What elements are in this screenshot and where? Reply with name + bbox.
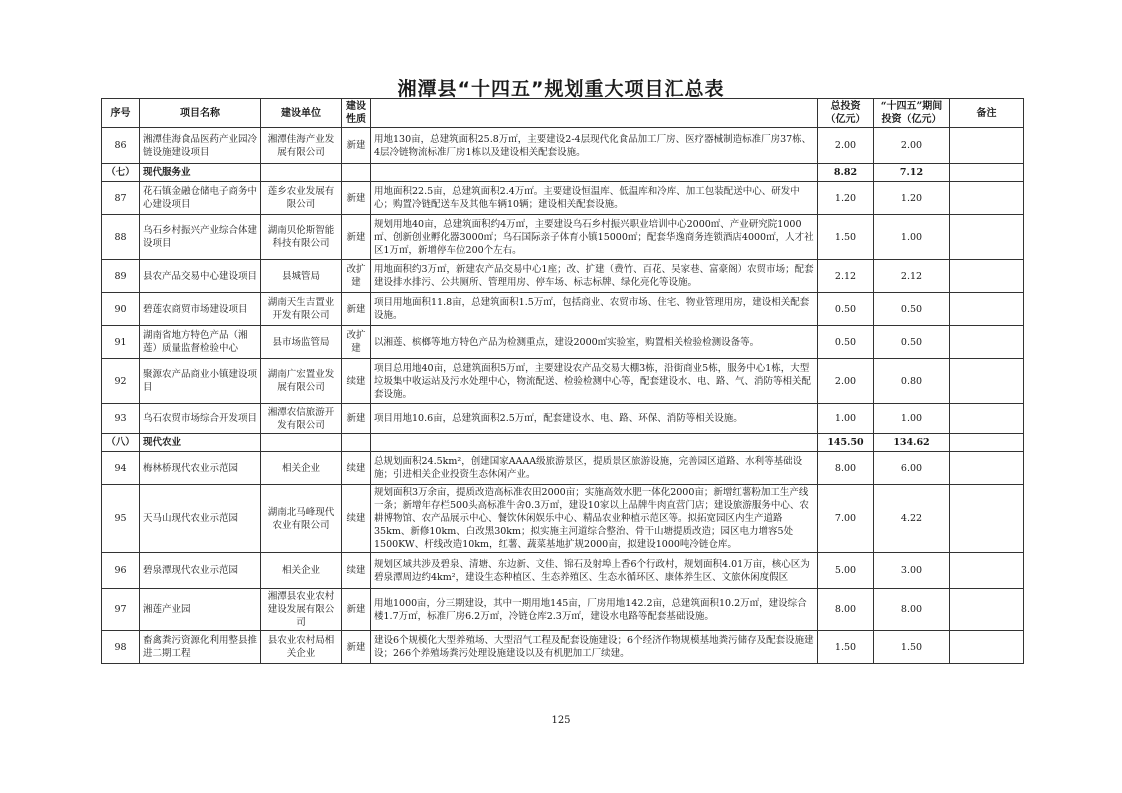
construction-unit-cell: 莲乡农业发展有限公司 [261, 182, 342, 215]
header-content [371, 99, 818, 128]
remark-cell [950, 128, 1024, 164]
remark-cell [950, 215, 1024, 260]
project-name-cell: 乌石农贸市场综合开发项目 [140, 404, 261, 434]
total-investment-cell: 8.00 [818, 452, 874, 485]
project-name-cell: 天马山现代农业示范园 [140, 485, 261, 553]
table-row [102, 326, 1024, 359]
project-summary-table [101, 98, 1024, 664]
construction-unit-cell: 湘潭农信旅游开发有限公司 [261, 404, 342, 434]
project-name-cell: 畜禽粪污资源化利用整县推进二期工程 [140, 631, 261, 664]
period-investment-cell: 0.80 [874, 359, 950, 404]
project-name-cell: 湘潭佳海食品医药产业园冷链设施建设项目 [140, 128, 261, 164]
row-number-cell: 93 [102, 404, 140, 434]
row-number-cell: 92 [102, 359, 140, 404]
construction-content-cell [371, 434, 818, 452]
period-investment-cell: 1.00 [874, 404, 950, 434]
table-row [102, 215, 1024, 260]
table-header-row [102, 99, 1024, 128]
construction-content-cell: 项目用地面积11.8亩，总建筑面积1.5万㎡，包括商业、农贸市场、住宅、物业管理用房，建设相关配套设施。 [371, 293, 818, 326]
construction-unit-cell: 湖南北马峰现代农业有限公司 [261, 485, 342, 553]
table-row [102, 128, 1024, 164]
construction-type-cell: 改扩建 [342, 326, 371, 359]
header-no: 序号 [102, 99, 140, 128]
remark-cell [950, 326, 1024, 359]
remark-cell [950, 182, 1024, 215]
remark-cell [950, 434, 1024, 452]
construction-content-cell [371, 164, 818, 182]
row-number-cell: （八） [102, 434, 140, 452]
remark-cell [950, 260, 1024, 293]
row-number-cell: 87 [102, 182, 140, 215]
project-name-cell: 聚源农产品商业小镇建设项目 [140, 359, 261, 404]
period-investment-cell: 1.50 [874, 631, 950, 664]
construction-content-cell: 总规划面积24.5km²，创建国家AAAA级旅游景区，提质景区旅游设施，完善园区道路、水利等基础设施；引进相关企业投资生态休闲产业。 [371, 452, 818, 485]
row-number-cell: 89 [102, 260, 140, 293]
row-number-cell: 96 [102, 553, 140, 589]
total-investment-cell: 0.50 [818, 326, 874, 359]
construction-content-cell: 规划面积3万余亩，提质改造高标准农田2000亩；实施高效水肥一体化2000亩；新增红薯粉加工生产线一条；新增年存栏500头高标准牛舍0.3万㎡，建设10家以上品牌牛肉直营门店；建设旅游服务中心、农耕博物馆、农产品展示中心、餐饮休闲娱乐中心、精品农业种植示范区等。拟拓宽园区内生产道路35km、新修10km、白改黑30km；拟实施主河道综合整治、骨干山塘提质改造；园区电力增容5处1500KW、杆线改造10km，红薯、蔬菜基地扩规2000亩，拟建设1000吨冷链仓库。 [371, 485, 818, 553]
period-investment-cell: 4.22 [874, 485, 950, 553]
total-investment-cell: 0.50 [818, 293, 874, 326]
construction-unit-cell: 湖南天生吉置业开发有限公司 [261, 293, 342, 326]
row-number-cell: （七） [102, 164, 140, 182]
header-project-name: 项目名称 [140, 99, 261, 128]
row-number-cell: 86 [102, 128, 140, 164]
construction-unit-cell: 相关企业 [261, 553, 342, 589]
row-number-cell: 90 [102, 293, 140, 326]
period-investment-cell: 1.00 [874, 215, 950, 260]
total-investment-cell: 1.00 [818, 404, 874, 434]
page-title: 湘潭县“十四五”规划重大项目汇总表 [397, 78, 725, 100]
total-investment-cell: 2.00 [818, 359, 874, 404]
row-number-cell: 94 [102, 452, 140, 485]
project-name-cell: 湖南省地方特色产品（湘莲）质量监督检验中心 [140, 326, 261, 359]
construction-type-cell [342, 434, 371, 452]
remark-cell [950, 553, 1024, 589]
row-number-cell: 88 [102, 215, 140, 260]
table-row [102, 452, 1024, 485]
construction-content-cell: 规划区域共涉及碧泉、清塘、东边新、文佳、锦石及射埠上香6个行政村，规划面积4.01万亩，核心区为碧泉潭周边约4km²，建设生态种植区、生态养殖区、生态水循环区、康体养生区、文旅休闲度假区 [371, 553, 818, 589]
period-investment-cell: 6.00 [874, 452, 950, 485]
project-name-cell: 现代农业 [140, 434, 261, 452]
remark-cell [950, 452, 1024, 485]
construction-type-cell: 新建 [342, 631, 371, 664]
construction-unit-cell: 湖南广宏置业发展有限公司 [261, 359, 342, 404]
total-investment-cell: 1.50 [818, 631, 874, 664]
period-investment-cell: 3.00 [874, 553, 950, 589]
project-name-cell: 现代服务业 [140, 164, 261, 182]
period-investment-cell: 8.00 [874, 589, 950, 631]
remark-cell [950, 404, 1024, 434]
header-remark: 备注 [950, 99, 1024, 128]
construction-type-cell [342, 164, 371, 182]
table-row [102, 182, 1024, 215]
construction-content-cell: 以湘莲、槟榔等地方特色产品为检测重点，建设2000㎡实验室，购置相关检验检测设备等。 [371, 326, 818, 359]
remark-cell [950, 164, 1024, 182]
table-row [102, 631, 1024, 664]
construction-type-cell: 新建 [342, 589, 371, 631]
construction-type-cell: 新建 [342, 215, 371, 260]
construction-content-cell: 建设6个规模化大型养殖场、大型沼气工程及配套设施建设；6个经济作物规模基地粪污储存及配套设施建设；266个养殖场粪污处理设施建设以及有机肥加工厂续建。 [371, 631, 818, 664]
construction-unit-cell: 湖南贝伦斯智能科技有限公司 [261, 215, 342, 260]
construction-unit-cell: 相关企业 [261, 452, 342, 485]
project-name-cell: 湘莲产业园 [140, 589, 261, 631]
total-investment-cell: 2.00 [818, 128, 874, 164]
construction-content-cell: 项目用地10.6亩，总建筑面积2.5万㎡，配套建设水、电、路、环保、消防等相关设施。 [371, 404, 818, 434]
construction-unit-cell: 县农业农村局相关企业 [261, 631, 342, 664]
construction-content-cell: 用地1000亩，分三期建设，其中一期用地145亩，厂房用地142.2亩，总建筑面积10.2万㎡，建设综合楼1.7万㎡，标准厂房6.2万㎡，冷链仓库2.3万㎡，建设水电路等配套基础设施。 [371, 589, 818, 631]
table-row [102, 553, 1024, 589]
construction-unit-cell [261, 434, 342, 452]
construction-unit-cell: 湘潭县农业农村建设发展有限公司 [261, 589, 342, 631]
construction-unit-cell: 县市场监管局 [261, 326, 342, 359]
remark-cell [950, 485, 1024, 553]
header-type: 建设性质 [342, 99, 371, 128]
construction-content-cell: 规划用地40亩，总建筑面积约4万㎡，主要建设乌石乡村振兴职业培训中心2000㎡、产业研究院1000㎡、创新创业孵化器3000㎡；乌石国际亲子体育小镇15000㎡；配套华逸商务连锁酒店4000㎡，人才社区1万㎡，新增停车位200个左右。 [371, 215, 818, 260]
total-investment-cell: 8.82 [818, 164, 874, 182]
row-number-cell: 95 [102, 485, 140, 553]
period-investment-cell: 0.50 [874, 293, 950, 326]
table-row [102, 404, 1024, 434]
total-investment-cell: 145.50 [818, 434, 874, 452]
row-number-cell: 97 [102, 589, 140, 631]
total-investment-cell: 5.00 [818, 553, 874, 589]
construction-type-cell: 新建 [342, 128, 371, 164]
remark-cell [950, 293, 1024, 326]
period-investment-cell: 2.12 [874, 260, 950, 293]
total-investment-cell: 8.00 [818, 589, 874, 631]
construction-type-cell: 续建 [342, 485, 371, 553]
construction-content-cell: 用地面积约3万㎡，新建农产品交易中心1座；改、扩建（费竹、百花、吴家巷、富豪阁）农贸市场；配套建设排水排污、公共厕所、管理用房、停车场、标志标牌、绿化亮化等设施。 [371, 260, 818, 293]
total-investment-cell: 7.00 [818, 485, 874, 553]
construction-type-cell: 新建 [342, 404, 371, 434]
construction-type-cell: 新建 [342, 182, 371, 215]
total-investment-cell: 1.20 [818, 182, 874, 215]
row-number-cell: 98 [102, 631, 140, 664]
construction-type-cell: 续建 [342, 359, 371, 404]
construction-type-cell: 续建 [342, 553, 371, 589]
table-row [102, 260, 1024, 293]
period-investment-cell: 1.20 [874, 182, 950, 215]
project-name-cell: 碧泉潭现代农业示范园 [140, 553, 261, 589]
period-investment-cell: 134.62 [874, 434, 950, 452]
construction-unit-cell: 县城管局 [261, 260, 342, 293]
construction-unit-cell [261, 164, 342, 182]
row-number-cell: 91 [102, 326, 140, 359]
project-name-cell: 花石镇金融仓储电子商务中心建设项目 [140, 182, 261, 215]
project-name-cell: 县农产品交易中心建设项目 [140, 260, 261, 293]
remark-cell [950, 589, 1024, 631]
remark-cell [950, 631, 1024, 664]
construction-content-cell: 项目总用地40亩，总建筑面积5万㎡，主要建设农产品交易大棚3栋，沿街商业5栋，服务中心1栋，大型垃圾集中收运站及污水处理中心，物流配送、检验检测中心等，配套建设水、电、路、气、消防等相关配套设施。 [371, 359, 818, 404]
construction-type-cell: 续建 [342, 452, 371, 485]
table-row [102, 293, 1024, 326]
table-row [102, 485, 1024, 553]
project-name-cell: 碧莲农商贸市场建设项目 [140, 293, 261, 326]
section-row [102, 164, 1024, 182]
project-name-cell: 乌石乡村振兴产业综合体建设项目 [140, 215, 261, 260]
project-name-cell: 梅林桥现代农业示范园 [140, 452, 261, 485]
period-investment-cell: 7.12 [874, 164, 950, 182]
construction-content-cell: 用地面积22.5亩，总建筑面积2.4万㎡。主要建设恒温库、低温库和冷库、加工包装配送中心、研发中心；购置冷链配送车及其他车辆10辆；建设相关配套设施。 [371, 182, 818, 215]
period-investment-cell: 0.50 [874, 326, 950, 359]
construction-type-cell: 改扩建 [342, 260, 371, 293]
total-investment-cell: 1.50 [818, 215, 874, 260]
header-total-investment: 总投资（亿元） [818, 99, 874, 128]
table-row [102, 589, 1024, 631]
period-investment-cell: 2.00 [874, 128, 950, 164]
construction-unit-cell: 湘潭佳海产业发展有限公司 [261, 128, 342, 164]
table-body [102, 128, 1024, 664]
construction-type-cell: 新建 [342, 293, 371, 326]
page-number: 125 [551, 715, 571, 726]
header-period-investment: “十四五”期间投资（亿元） [874, 99, 950, 128]
table-row [102, 359, 1024, 404]
remark-cell [950, 359, 1024, 404]
construction-content-cell: 用地130亩，总建筑面积25.8万㎡，主要建设2-4层现代化食品加工厂房、医疗器械制造标准厂房37栋、4层冷链物流标准厂房1栋以及建设相关配套设施。 [371, 128, 818, 164]
header-unit: 建设单位 [261, 99, 342, 128]
total-investment-cell: 2.12 [818, 260, 874, 293]
section-row [102, 434, 1024, 452]
